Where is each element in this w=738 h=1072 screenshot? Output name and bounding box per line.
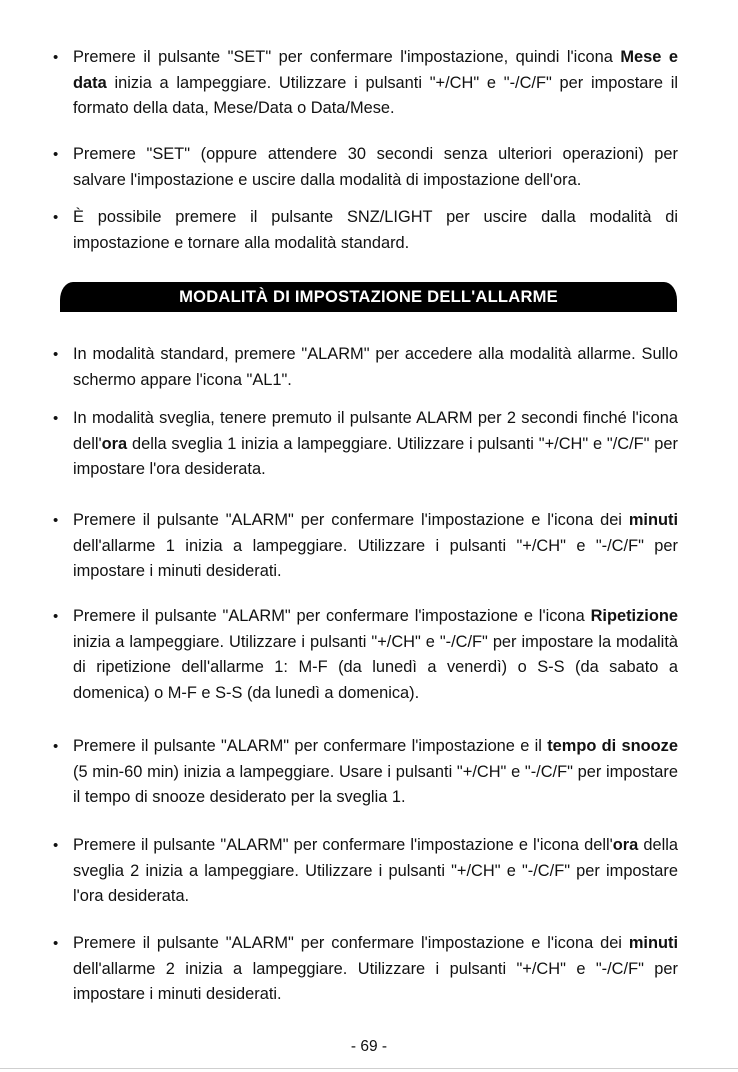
bottom-divider xyxy=(0,1068,738,1069)
text-run: In modalità standard, premere "ALARM" per accedere alla modalità allarme. Sullo schermo appare l'icona "AL1". xyxy=(73,345,678,389)
bold-term: tempo di snooze xyxy=(547,737,678,755)
bullet-icon: • xyxy=(53,837,59,854)
paragraph xyxy=(60,205,678,256)
text-run: della sveglia 2 inizia a lampeggiare. Utilizzare i pulsanti "+/CH" e "-/C/F" per impostare l'ora desiderata. xyxy=(73,836,678,906)
list-item xyxy=(53,931,678,1008)
bullet-icon: • xyxy=(53,209,59,226)
text-run: inizia a lampeggiare. Utilizzare i pulsanti "+/CH" e "-/C/F" per impostare la modalità di ripetizione dell'allarme 1: M-F (da lunedì a venerdì) o S-S (da sabato a domenica) o M-F e S-S (da lunedì a domenica). xyxy=(73,632,678,702)
list-item xyxy=(53,734,678,811)
paragraph xyxy=(60,833,678,910)
text-run: Premere "SET" (oppure attendere 30 secondi senza ulteriori operazioni) per salvare l'impostazione e uscire dalla modalità di impostazione dell'ora. xyxy=(73,145,678,189)
bullet-icon: • xyxy=(53,512,59,529)
bullet-icon: • xyxy=(53,410,59,427)
paragraph xyxy=(60,604,678,706)
list-item xyxy=(53,45,678,122)
bold-term: ora xyxy=(612,836,639,854)
text-run: In modalità sveglia, tenere premuto il pulsante ALARM per 2 secondi finché l'icona dell' xyxy=(73,409,678,453)
text-run: Premere il pulsante "ALARM" per confermare l'impostazione e l'icona dell' xyxy=(73,836,613,854)
paragraph xyxy=(60,45,678,122)
bold-term: ora xyxy=(101,434,128,453)
list-item xyxy=(53,508,678,585)
text-run: dell'allarme 2 inizia a lampeggiare. Utilizzare i pulsanti "+/CH" e "-/C/F" per impostare i minuti desiderati. xyxy=(73,959,678,1004)
text-run: Premere il pulsante "SET" per confermare l'impostazione, quindi l'icona xyxy=(73,48,621,66)
text-run: Premere il pulsante "ALARM" per confermare l'impostazione e l'icona dei xyxy=(73,934,629,952)
bold-term: Ripetizione xyxy=(590,607,678,625)
bullet-icon: • xyxy=(53,49,59,66)
bullet-icon: • xyxy=(53,935,59,952)
page-number: - 69 - xyxy=(350,1038,388,1055)
paragraph xyxy=(60,342,678,393)
bullet-icon: • xyxy=(53,738,59,755)
list-item xyxy=(53,342,678,393)
bullet-icon: • xyxy=(53,608,59,625)
paragraph xyxy=(60,508,678,585)
text-run: Premere il pulsante "ALARM" per confermare l'impostazione e il xyxy=(73,737,548,755)
text-run: Premere il pulsante "ALARM" per confermare l'impostazione e l'icona xyxy=(73,607,591,625)
bold-term: minuti xyxy=(628,511,678,529)
list-item xyxy=(53,604,678,706)
paragraph xyxy=(60,734,678,811)
text-run: Premere il pulsante "ALARM" per confermare l'impostazione e l'icona dei xyxy=(73,511,629,529)
list-item xyxy=(53,205,678,256)
bullet-icon: • xyxy=(53,346,59,363)
list-item xyxy=(53,406,678,483)
text-run: (5 min-60 min) inizia a lampeggiare. Usare i pulsanti "+/CH" e "-/C/F" per impostare il tempo di snooze desiderato per la sveglia 1. xyxy=(73,762,678,807)
paragraph xyxy=(60,142,678,193)
list-item xyxy=(53,833,678,910)
text-run: dell'allarme 1 inizia a lampeggiare. Utilizzare i pulsanti "+/CH" e "-/C/F" per impostare i minuti desiderati. xyxy=(73,536,678,581)
paragraph xyxy=(60,406,678,483)
bullet-icon: • xyxy=(53,146,59,163)
text-run: inizia a lampeggiare. Utilizzare i pulsanti "+/CH" e "-/C/F" per impostare il formato della data, Mese/Data o Data/Mese. xyxy=(73,73,678,118)
bold-term: minuti xyxy=(628,934,678,952)
text-run: della sveglia 1 inizia a lampeggiare. Utilizzare i pulsanti "+/CH" e "/C/F" per impostare l'ora desiderata. xyxy=(73,434,678,479)
paragraph xyxy=(60,931,678,1008)
bold-term: Mese e data xyxy=(73,48,678,92)
section-heading: MODALITÀ DI IMPOSTAZIONE DELL'ALLARME xyxy=(60,282,677,312)
list-item xyxy=(53,142,678,193)
text-run: È possibile premere il pulsante SNZ/LIGHT per uscire dalla modalità di impostazione e tornare alla modalità standard. xyxy=(73,208,678,252)
